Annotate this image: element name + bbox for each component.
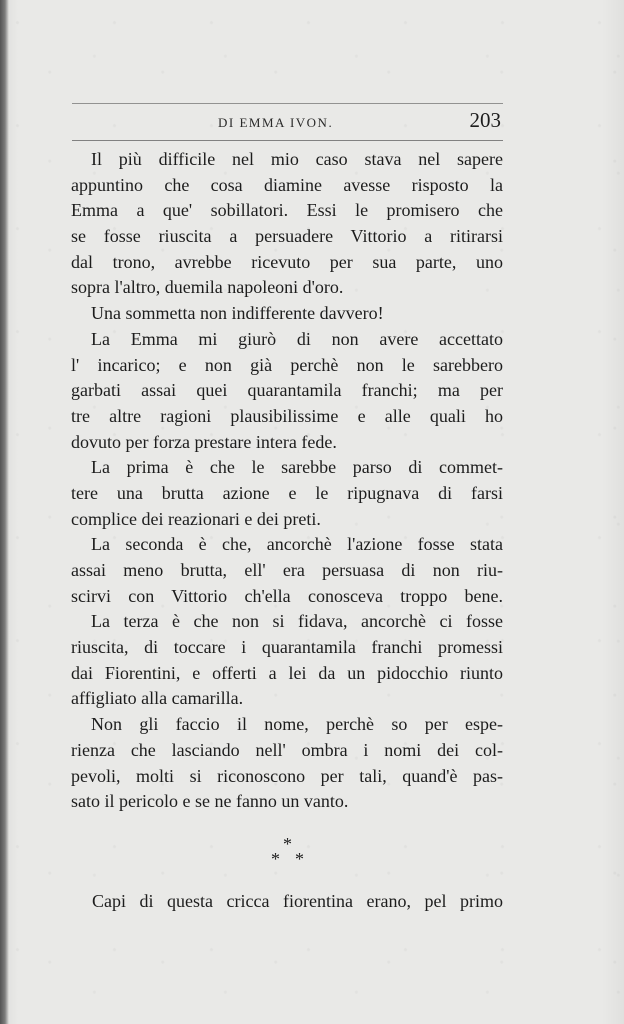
page-binding-shadow [0,0,9,1024]
text-line: La seconda è che, ancorchè l'azione fosse stata [91,534,503,555]
text-line: pevoli, molti si riconoscono per tali, quand'è pas- [71,765,503,786]
text-line: complice dei reazionari e dei preti. [71,508,321,529]
asterism-star: * [271,849,280,869]
text-line: rienza che lasciando nell' ombra i nomi dei col- [71,739,503,760]
text-line: Una sommetta non indifferente davvero! [91,303,384,324]
text-line: dal trono, avrebbe ricevuto per sua parte, uno [71,251,503,272]
text-line: se fosse riuscita a persuadere Vittorio a ritirarsi [71,226,503,247]
text-line: appuntino che cosa diamine avesse risposto la [71,174,503,195]
section-asterism [265,835,317,873]
header-top-rule [72,103,503,104]
header-bottom-rule [72,140,503,141]
text-line: tre altre ragioni plausibilissime e alle quali ho [71,405,503,426]
text-line: La Emma mi giurò di non avere accettato [91,328,503,349]
text-line: riuscita, di toccare i quarantamila franchi promessi [71,637,503,658]
text-line: l' incarico; e non già perchè non le sarebbero [71,354,503,375]
asterism-star: * [283,834,292,854]
page-number: 203 [469,108,501,132]
running-head: DI EMMA IVON. [218,115,334,130]
text-line: Non gli faccio il nome, perchè so per espe- [91,714,503,735]
text-line: garbati assai quei quarantamila franchi; ma per [71,380,503,401]
text-line: assai meno brutta, ell' era persuasa di non riu- [71,560,503,580]
text-line: dovuto per forza prestare intera fede. [71,431,337,452]
text-line: La prima è che le sarebbe parso di commet- [91,457,503,478]
text-line: tere una brutta azione e le ripugnava di farsi [71,482,503,503]
body-text [71,147,503,815]
text-line: affigliato alla camarilla. [71,688,244,709]
text-line: sato il pericolo e se ne fanno un vanto. [71,791,349,812]
text-line: scirvi con Vittorio ch'ella conosceva troppo bene. [71,585,503,606]
text-line: La terza è che non si fidava, ancorchè ci fosse [91,611,503,632]
text-line: Il più difficile nel mio caso stava nel sapere [91,149,503,169]
asterism-star: * [295,849,304,869]
continuation-line: Capi di questa cricca fiorentina erano, pel primo [92,891,503,911]
text-line: dai Fiorentini, e offerti a lei da un pidocchio riunto [71,662,503,683]
text-line: Emma a que' sobillatori. Essi le promisero che [71,200,503,221]
text-line: sopra l'altro, duemila napoleoni d'oro. [71,277,344,298]
